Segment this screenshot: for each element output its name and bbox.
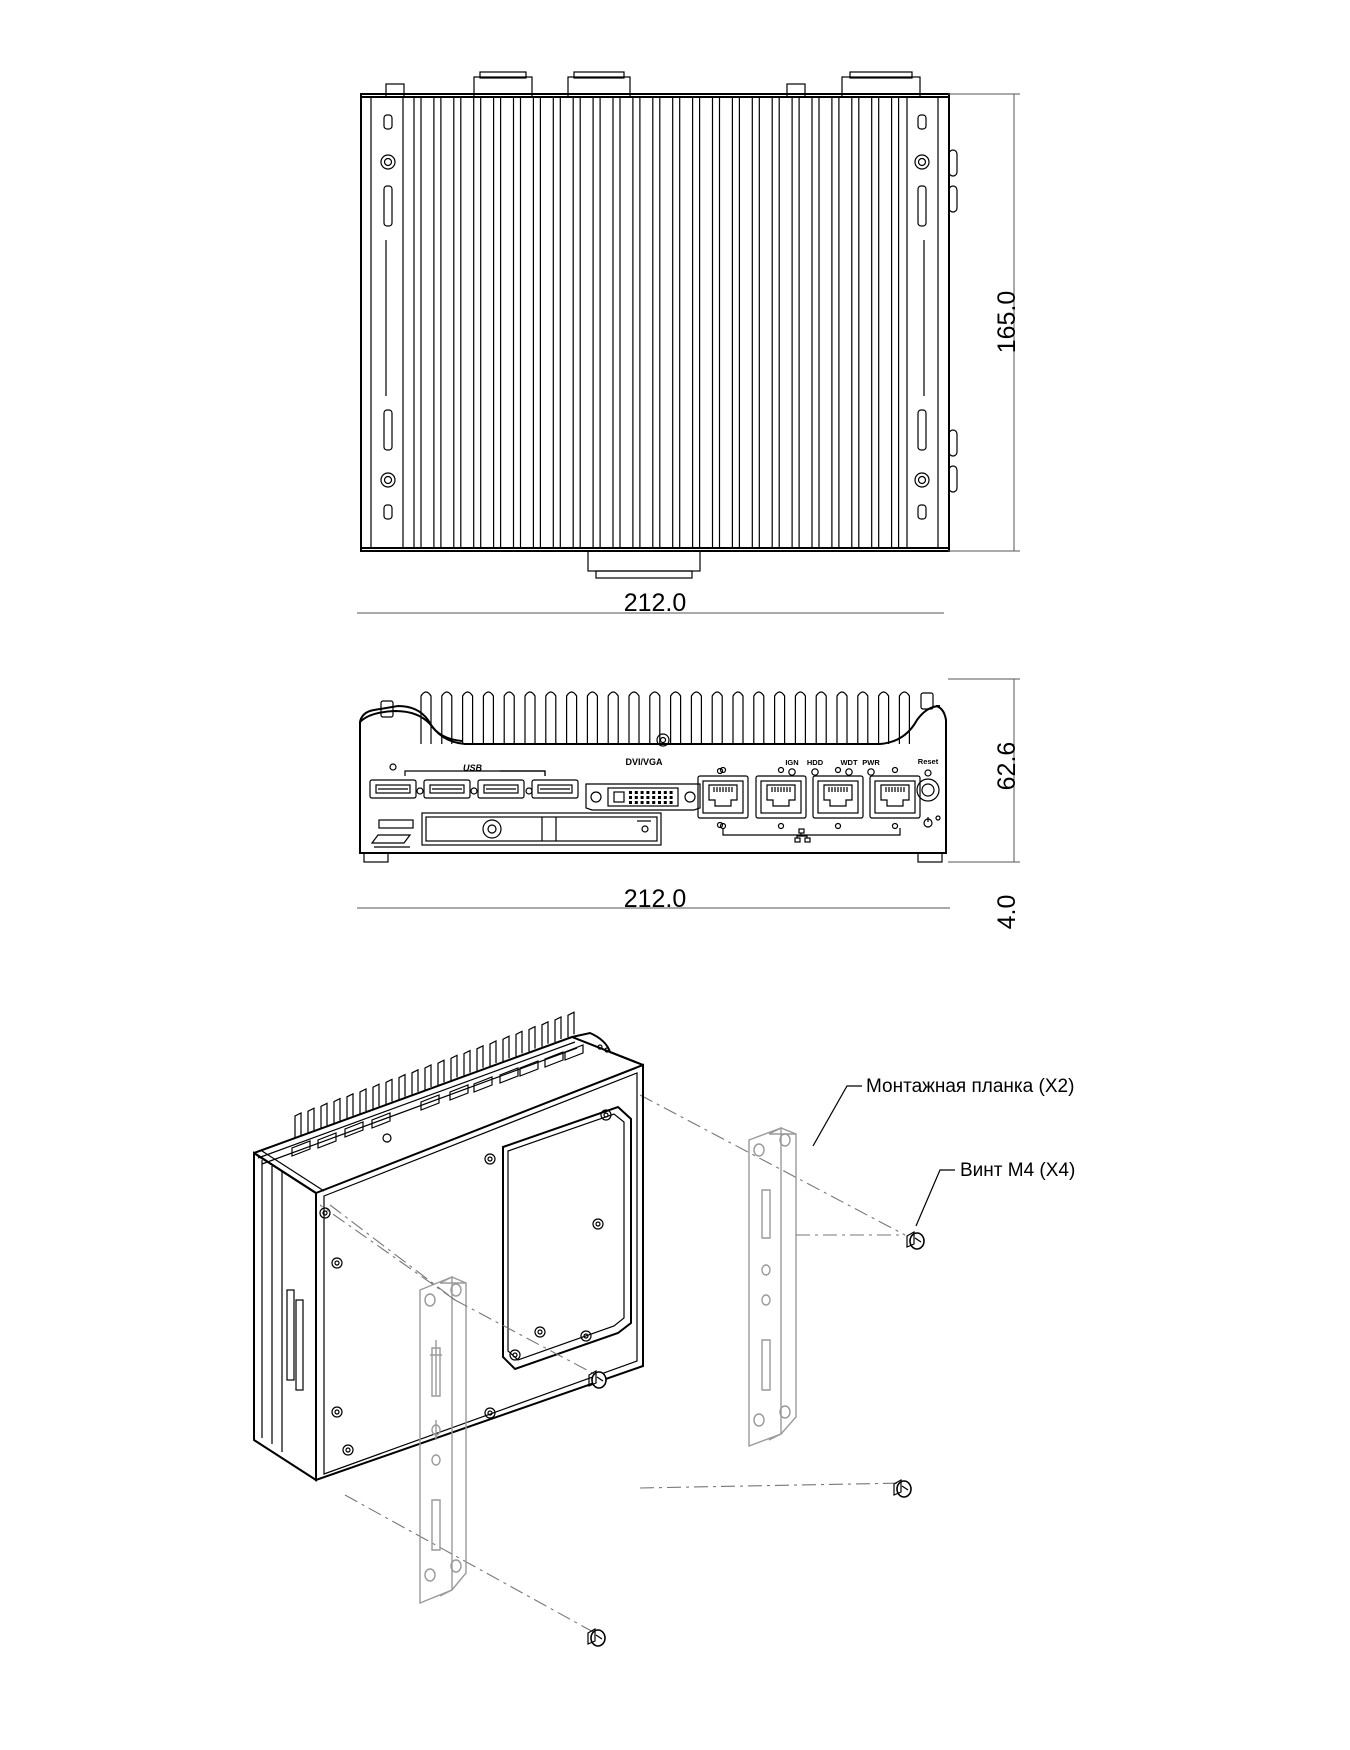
front-fin <box>483 692 493 744</box>
iso-fin <box>412 1070 418 1095</box>
m4-screws <box>588 1232 924 1646</box>
iso-fin <box>308 1108 314 1133</box>
iso-fin <box>516 1031 522 1056</box>
dvi-pin <box>635 796 638 799</box>
screw-callout: Винт M4 (X4) <box>960 1160 1076 1181</box>
iso-fin <box>438 1060 444 1085</box>
dvi-pin <box>641 801 644 804</box>
iso-fin <box>321 1103 327 1128</box>
dvi-pin <box>646 796 649 799</box>
m4-screw-head <box>910 1233 924 1249</box>
dvi-pin <box>670 791 673 794</box>
plate-screw-center <box>538 1330 542 1334</box>
iso-fin <box>464 1051 470 1076</box>
dvi-pin <box>635 801 638 804</box>
top-view-screw-holes <box>381 155 929 487</box>
dvi-pin <box>629 801 632 804</box>
dvi-vga-label: DVI/VGA <box>625 757 663 767</box>
dvi-pin <box>670 801 673 804</box>
heatsink-fins-iso <box>295 1012 574 1138</box>
plate-screw-center <box>488 1157 492 1161</box>
lan-led <box>779 768 784 773</box>
plate-screw <box>510 1350 520 1360</box>
front-fin <box>587 692 597 744</box>
dvi-pin <box>658 801 661 804</box>
front-fin <box>608 692 618 744</box>
usb-logo: USB <box>463 763 483 773</box>
iso-fin <box>503 1036 509 1061</box>
plate-screw <box>535 1327 545 1337</box>
status-leds <box>718 769 875 828</box>
iso-fin <box>425 1065 431 1090</box>
dvi-pin <box>652 796 655 799</box>
front-view-height-dimension: 62.6 <box>993 741 1021 791</box>
lan-led <box>893 768 898 773</box>
lan-led <box>836 768 841 773</box>
front-fin <box>671 692 681 744</box>
led-label-wdt: WDT <box>840 758 858 767</box>
mounting-bracket-near <box>420 1277 466 1603</box>
plate-screw-center <box>346 1448 350 1452</box>
dvi-pin <box>658 796 661 799</box>
iso-fin <box>451 1055 457 1080</box>
top-view-height-dimension: 165.0 <box>993 290 1021 354</box>
front-fin <box>837 692 847 744</box>
front-fin <box>691 692 701 744</box>
front-fin <box>463 692 473 744</box>
dvi-pin <box>670 796 673 799</box>
lan-port <box>813 776 863 818</box>
iso-fin <box>555 1017 561 1042</box>
top-view-width-dimension: 212.0 <box>623 589 687 617</box>
front-fin <box>754 692 764 744</box>
front-fin <box>879 692 889 744</box>
front-fin <box>775 692 785 744</box>
lan-port-group <box>698 768 920 829</box>
dvi-pin <box>635 791 638 794</box>
iso-fin <box>373 1084 379 1109</box>
front-fin <box>567 692 577 744</box>
dvi-pin <box>641 791 644 794</box>
front-fin <box>816 692 826 744</box>
iso-port <box>292 1141 310 1156</box>
front-fin <box>504 692 514 744</box>
m4-screw-head <box>897 1481 911 1497</box>
iso-port <box>565 1045 583 1060</box>
mounting-bracket-callout: Монтажная планка (X2) <box>866 1076 1075 1097</box>
iso-fin <box>295 1113 301 1138</box>
dvi-pin <box>652 791 655 794</box>
dvi-pin <box>646 801 649 804</box>
lan-led <box>893 824 898 829</box>
mounting-bracket-far <box>749 1128 796 1446</box>
dvi-port <box>586 784 700 810</box>
front-fin <box>546 692 556 744</box>
plate-screw <box>593 1219 603 1229</box>
foot-height-dimension: 4.0 <box>993 894 1021 930</box>
plate-screw-center <box>335 1410 339 1414</box>
dvi-pin <box>641 796 644 799</box>
plate-screw <box>320 1208 330 1218</box>
plate-screw-center <box>604 1113 608 1117</box>
iso-fin <box>360 1089 366 1114</box>
dvi-pin <box>664 796 667 799</box>
lan-led <box>836 824 841 829</box>
front-view <box>357 679 1020 908</box>
isometric-mounting-view <box>254 1012 955 1646</box>
dvi-pin <box>646 791 649 794</box>
led-label-ign: IGN <box>785 758 799 767</box>
usb-port-group <box>370 780 578 798</box>
plate-screw <box>332 1407 342 1417</box>
front-fin <box>733 692 743 744</box>
heatsink-fins-top <box>414 97 899 548</box>
plate-screw-center <box>596 1222 600 1226</box>
lan-port <box>870 776 920 818</box>
front-fin <box>858 692 868 744</box>
top-view <box>357 72 1020 613</box>
front-fin <box>629 692 639 744</box>
dvi-pin <box>652 801 655 804</box>
plate-screw-center <box>335 1261 339 1265</box>
iso-fin <box>529 1027 535 1052</box>
storage-tray <box>422 813 661 845</box>
front-fin <box>712 692 722 744</box>
iso-fin <box>490 1041 496 1066</box>
plate-screw-center <box>513 1353 517 1357</box>
plate-screw <box>343 1445 353 1455</box>
dvi-pin <box>664 791 667 794</box>
iso-fin <box>399 1075 405 1100</box>
heatsink-fins-front <box>421 692 909 744</box>
iso-fin <box>386 1079 392 1104</box>
led-label-hdd: HDD <box>806 758 824 767</box>
iso-fin <box>542 1022 548 1047</box>
plate-screw <box>485 1154 495 1164</box>
dvi-pin <box>658 791 661 794</box>
lan-port <box>756 776 806 818</box>
dvi-pin <box>629 791 632 794</box>
iso-fin <box>568 1012 574 1037</box>
reset-led <box>925 770 931 776</box>
lan-led <box>779 824 784 829</box>
reset-label: Reset <box>917 757 939 766</box>
iso-port-screw <box>383 1134 391 1142</box>
plate-screw <box>332 1258 342 1268</box>
m4-screw-head <box>592 1372 606 1388</box>
led-label-pwr: PWR <box>862 758 880 767</box>
front-fin <box>525 692 535 744</box>
iso-fin <box>334 1099 340 1124</box>
lan-port <box>698 776 748 818</box>
m4-screw-head <box>591 1630 605 1646</box>
dvi-pin <box>629 796 632 799</box>
dvi-pin <box>664 801 667 804</box>
iso-fin <box>477 1046 483 1071</box>
front-fin <box>795 692 805 744</box>
iso-fin <box>347 1094 353 1119</box>
front-view-width-dimension: 212.0 <box>623 885 687 913</box>
